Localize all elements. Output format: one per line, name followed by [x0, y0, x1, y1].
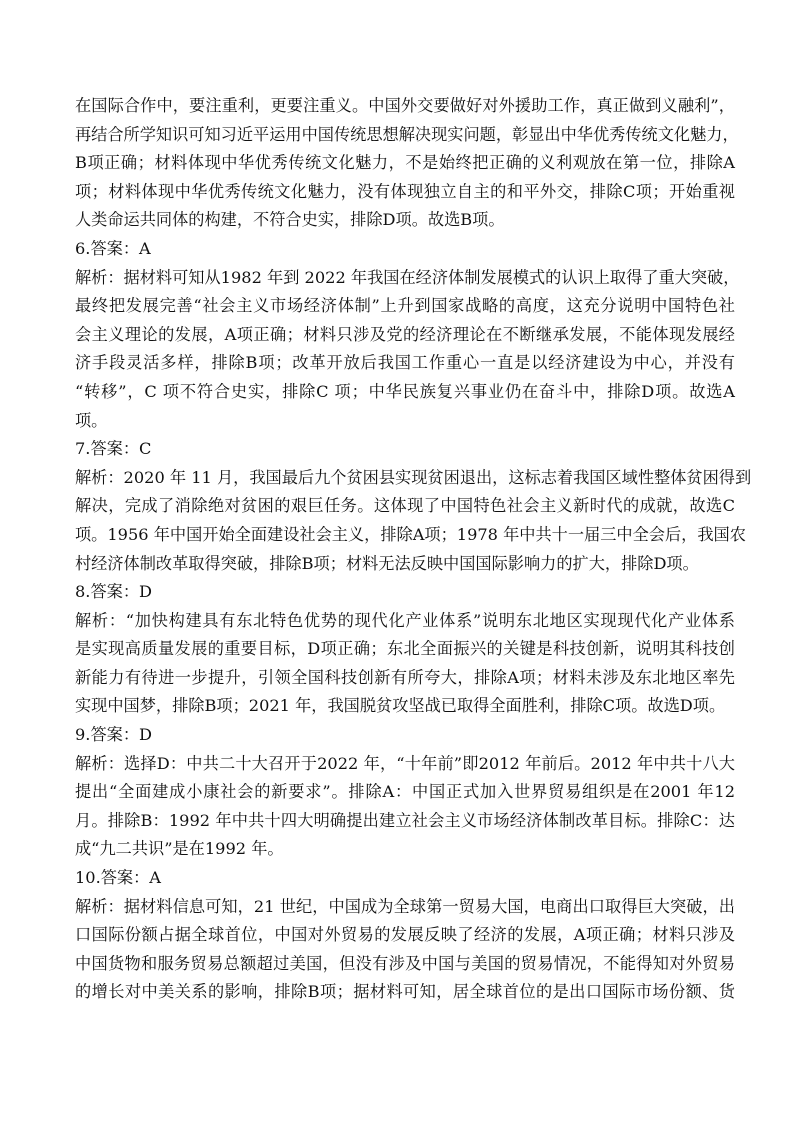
- intro-paragraph: [75, 92, 739, 235]
- explanation-line: 最终把发展完善“社会主义市场经济体制”上升到国家战略的高度，这充分说明中国特色社: [75, 296, 735, 316]
- explanation-line: 的增长对中美关系的影响，排除B项；据材料可知，居全球首位的是出口国际市场份额、货: [75, 982, 735, 1002]
- explanation-line: 解决，完成了消除绝对贫困的艰巨任务。这体现了中国特色社会主义新时代的成就，故选C: [75, 496, 735, 516]
- explanation-line: 实现中国梦，排除B项；2021 年，我国脱贫攻坚战已取得全面胜利，排除C项。故选D项。: [75, 696, 726, 716]
- explanation-line: 解析：“加快构建具有东北特色优势的现代化产业体系”说明东北地区实现现代化产业体系: [75, 610, 735, 630]
- text-line: B项正确；材料体现中华优秀传统文化魅力，不是始终把正确的义利观放在第一位，排除A: [75, 153, 735, 173]
- answer-label: 6.答案：A: [75, 238, 151, 258]
- text-line: 在国际合作中，要注重利，更要注重义。中国外交要做好对外援助工作，真正做到义融利”，: [75, 96, 735, 115]
- answer-item-7: [75, 435, 752, 578]
- explanation-line: 月。排除B：1992 年中共十四大明确提出建立社会主义市场经济体制改革目标。排除C：达: [75, 810, 735, 830]
- explanation-line: 村经济体制改革取得突破，排除B项；材料无法反映中国国际影响力的扩大，排除D项。: [75, 553, 699, 573]
- answer-item-9: [75, 721, 735, 864]
- answer-item-10: [75, 864, 735, 1007]
- explanation-line: 济手段灵活多样，排除B项；改革开放后我国工作重心一直是以经济建设为中心，并没有: [75, 353, 735, 373]
- text-line: 项；材料体现中华优秀传统文化魅力，没有体现独立自主的和平外交，排除C项；开始重视: [75, 181, 735, 201]
- explanation-line: “转移”，C 项不符合史实，排除C 项；中华民族复兴事业仍在奋斗中，排除D项。故选A: [75, 381, 735, 401]
- explanation-line: 解析：2020 年 11 月，我国最后九个贫困县实现贫困退出，这标志着我国区域性整体贫困得到: [75, 467, 752, 487]
- explanation-line: 解析：选择D：中共二十大召开于2022 年，“十年前”即2012 年前后。2012 年中共十八大: [75, 753, 735, 773]
- explanation-line: 新能力有待进一步提升，引领全国科技创新有所夸大，排除A项；材料未涉及东北地区率先: [75, 667, 735, 687]
- explanation-line: 是实现高质量发展的重要目标，D项正确；东北全面振兴的关键是科技创新，说明其科技创: [75, 639, 735, 659]
- explanation-line: 项。: [75, 410, 108, 430]
- explanation-line: 会主义理论的发展，A项正确；材料只涉及党的经济理论在不断继承发展，不能体现发展经: [75, 324, 735, 344]
- explanation-line: 解析：据材料信息可知，21 世纪，中国成为全球第一贸易大国，电商出口取得巨大突破，出: [75, 896, 735, 916]
- answer-label: 10.答案：A: [75, 868, 161, 888]
- explanation-line: 口国际份额占据全球首位，中国对外贸易的发展反映了经济的发展，A项正确；材料只涉及: [75, 925, 735, 945]
- answer-label: 9.答案：D: [75, 725, 152, 745]
- explanation-line: 项。1956 年中国开始全面建设社会主义，排除A项；1978 年中共十一届三中全会后，我国农: [75, 524, 746, 544]
- explanation-line: 解析：据材料可知从1982 年到 2022 年我国在经济体制发展模式的认识上取得了重大突破，: [75, 267, 740, 287]
- explanation-line: 成“九二共识”是在1992 年。: [75, 839, 284, 859]
- explanation-line: 提出“全面建成小康社会的新要求”。排除A：中国正式加入世界贸易组织是在2001 年12: [75, 782, 735, 802]
- answer-item-8: [75, 578, 735, 721]
- answer-item-6: [75, 235, 740, 435]
- explanation-line: 中国货物和服务贸易总额超过美国，但没有涉及中国与美国的贸易情况，不能得知对外贸易: [75, 953, 735, 973]
- answer-label: 8.答案：D: [75, 582, 152, 602]
- document-body: [75, 92, 752, 1007]
- answer-label: 7.答案：C: [75, 439, 152, 459]
- text-line: 再结合所学知识可知习近平运用中国传统思想解决现实问题，彰显出中华优秀传统文化魅力，: [75, 124, 739, 144]
- text-line: 人类命运共同体的构建，不符合史实，排除D项。故选B项。: [75, 210, 505, 230]
